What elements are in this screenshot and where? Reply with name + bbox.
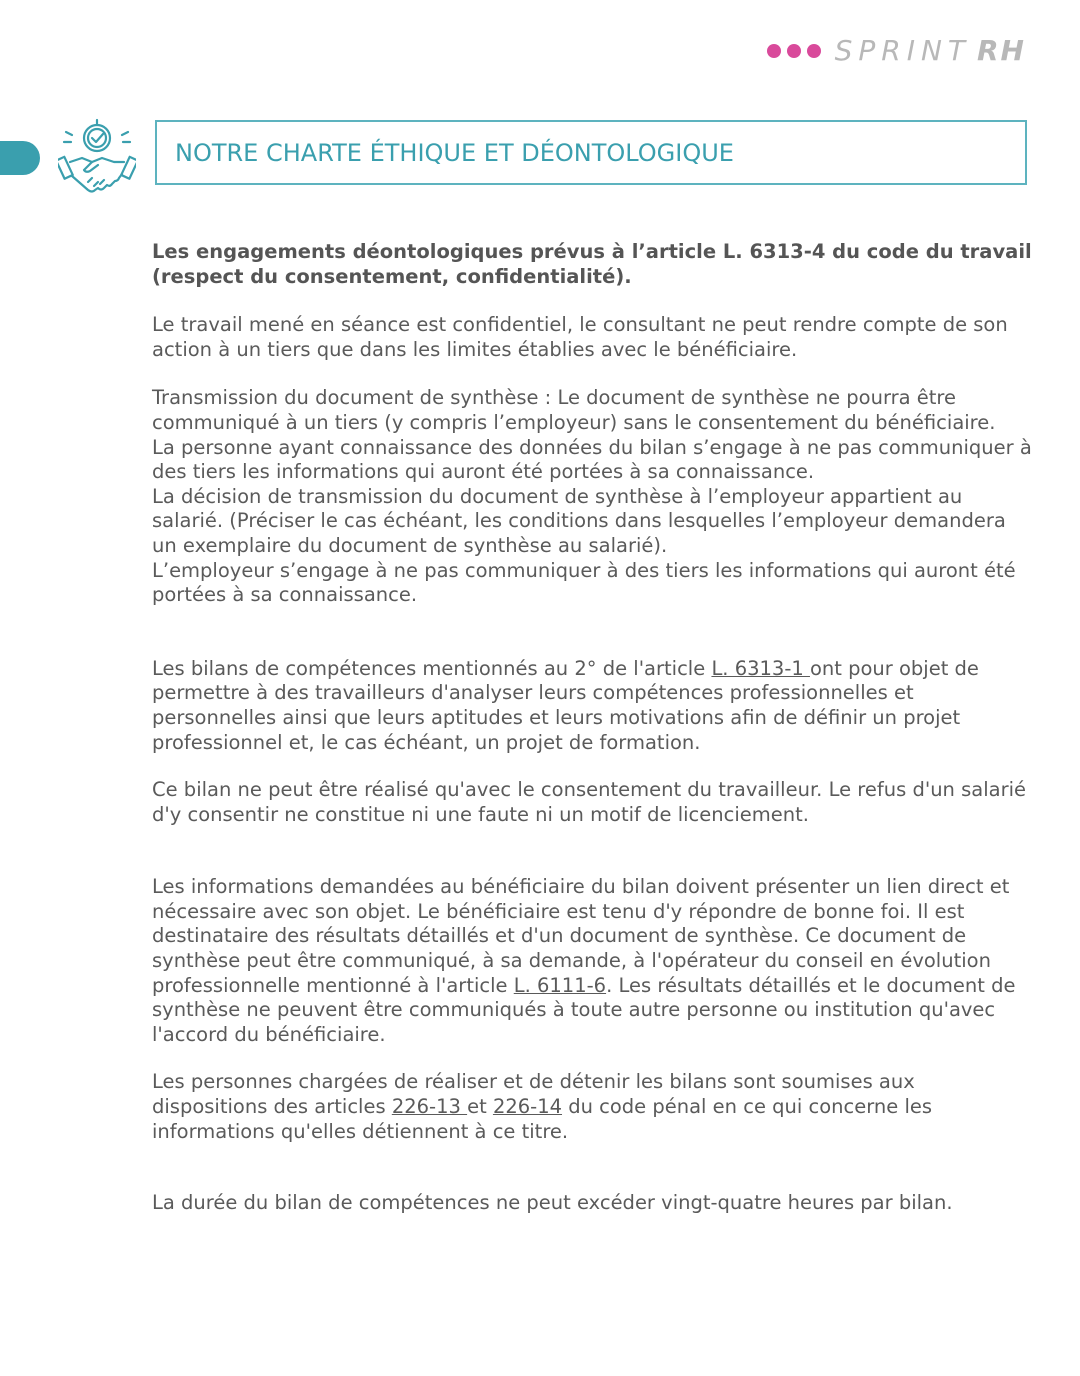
- text-segment: ont pour objet de permettre à des travailleurs d'analyser leurs compétences professionnelles et personnelles ainsi que leurs aptitudes et leurs motivations afin de définir un projet professionnel et, le cas échéant, un projet de formation.: [152, 656, 979, 754]
- handshake-badge-icon: [58, 118, 136, 198]
- paragraph-duree: La durée du bilan de compétences ne peut excéder vingt-quatre heures par bilan.: [152, 1191, 953, 1215]
- brand-name: SPRINT: [834, 34, 971, 67]
- article-link-l6111-6[interactable]: L. 6111-6: [513, 973, 607, 997]
- transmission-line: La personne ayant connaissance des données du bilan s’engage à ne pas communiquer à des tiers les informations qui auront été portées à sa connaissance.: [152, 435, 1032, 484]
- logo-dot: [787, 44, 801, 58]
- article-link-226-13[interactable]: 226-13: [391, 1095, 468, 1119]
- page-title: NOTRE CHARTE ÉTHIQUE ET DÉONTOLOGIQUE: [175, 138, 734, 167]
- article-link-l6313-1[interactable]: L. 6313-1: [711, 656, 810, 680]
- logo-dots: [767, 44, 821, 58]
- paragraph-transmission: [152, 386, 1032, 607]
- paragraph-informations: [152, 875, 1032, 1047]
- brand-name-bold: RH: [977, 34, 1026, 67]
- logo-dot: [767, 44, 781, 58]
- text-segment: et: [467, 1095, 493, 1119]
- logo-dot: [807, 44, 821, 58]
- paragraph-bilans-objet: [152, 657, 1032, 755]
- text-segment: du code pénal en ce qui concerne les informations qu'elles détiennent à ce titre.: [152, 1095, 933, 1143]
- title-box: [155, 120, 1027, 185]
- text-segment: Les informations demandées au bénéficiaire du bilan doivent présenter un lien direct et nécessaire avec son objet. Le bénéficiaire est tenu d'y répondre de bonne foi. Il est destinataire des résultats détaillés et d'un document de synthèse. Ce document de synthèse peut être communiqué, à sa demande, à l'opérateur du conseil en évolution professionnelle mentionné à l'article: [152, 875, 1010, 997]
- text-segment: . Les résultats détaillés et le document de synthèse ne peuvent être communiqués à toute autre personne ou institution qu'avec l'accord du bénéficiaire.: [152, 973, 1016, 1046]
- transmission-line: Transmission du document de synthèse : Le document de synthèse ne pourra être communiqué à un tiers (y compris l’employeur) sans le consentement du bénéficiaire.: [152, 386, 996, 434]
- transmission-line: La décision de transmission du document de synthèse à l’employeur appartient au salarié. (Préciser le cas échéant, les conditions dans lesquelles l’employeur demandera un exemplaire du document de synthèse au salarié).: [152, 484, 1006, 557]
- section-tab-marker: [0, 141, 40, 175]
- article-link-226-14[interactable]: 226-14: [492, 1095, 563, 1119]
- intro-heading: Les engagements déontologiques prévus à l’article L. 6313-4 du code du travail (respect du consentement, confidentialité).: [152, 240, 1032, 288]
- paragraph-consentement: Ce bilan ne peut être réalisé qu'avec le consentement du travailleur. Le refus d'un salarié d'y consentir ne constitue ni une faute ni un motif de licenciement.: [152, 778, 1027, 826]
- text-segment: Les personnes chargées de réaliser et de détenir les bilans sont soumises aux dispositions des articles: [152, 1070, 915, 1119]
- paragraph-code-penal: [152, 1070, 1032, 1144]
- transmission-line: L’employeur s’engage à ne pas communiquer à des tiers les informations qui auront été portées à sa connaissance.: [152, 558, 1016, 607]
- brand-logo: [767, 34, 1026, 67]
- document-body: [152, 240, 1032, 1216]
- text-segment: Les bilans de compétences mentionnés au 2° de l'article: [152, 656, 712, 680]
- paragraph-confidentiality: Le travail mené en séance est confidentiel, le consultant ne peut rendre compte de son action à un tiers que dans les limites établies avec le bénéficiaire.: [152, 313, 1008, 361]
